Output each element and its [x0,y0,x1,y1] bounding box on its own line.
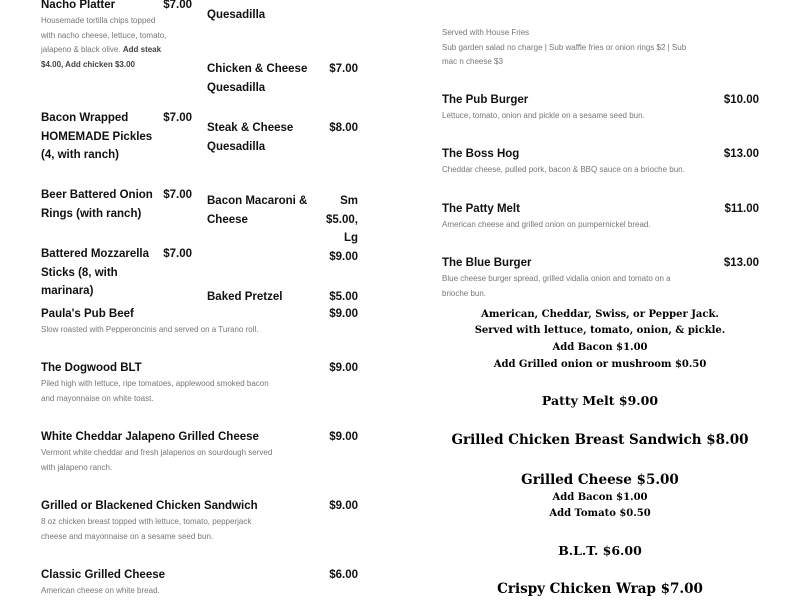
item-description-text: Housemade tortilla chips topped with nacho cheese, lettuce, tomato, jalapeno & black olive. [41,16,167,55]
item-description: Vermont white cheddar and fresh jalapenos on sourdough served with jalapeno ranch. [41,448,273,472]
item-description: Blue cheese burger spread, grilled vidalia onion and tomato on a brioche bun. [442,274,671,298]
item-name: The Patty Melt [442,203,520,215]
item-description: American cheese and grilled onion on pumpernickel bread. [442,220,651,229]
item-name: Paula's Pub Beef [41,308,134,320]
menu-image-line: Served with lettuce, tomato, onion, & pickle. [474,325,726,336]
item-addons: Add steak $4.00, Add chicken $3.00 [41,45,162,70]
menu-image-line: Add Bacon $1.00 [552,492,648,503]
item-description: Slow roasted with Pepperoncinis and served on a Turano roll. [41,325,259,334]
item-name: The Pub Burger [442,94,529,106]
menu-image-line: American, Cheddar, Swiss, or Pepper Jack. [481,309,719,320]
item-description: Cheddar cheese, pulled pork, bacon & BBQ sauce on a brioche bun. [442,165,685,174]
item-price: $9.00 [329,362,358,374]
item-price: $5.00 [329,291,358,303]
item-price: $9.00 [329,308,358,320]
burger-intro-note: Served with House Fries Sub garden salad no charge | Sub waffle fries or onion rings $2 | Sub mac n cheese $3 [442,28,687,67]
item-name: The Boss Hog [442,148,520,160]
item-description: Lettuce, tomato, onion and pickle on a sesame seed bun. [442,111,645,120]
item-price: $6.00 [329,569,358,581]
menu-image-line: Grilled Chicken Breast Sandwich $8.00 [451,432,749,448]
item-description: Piled high with lettuce, ripe tomatoes, applewood smoked bacon and mayonnaise on white toast. [41,379,269,403]
menu-image-line: B.L.T. $6.00 [558,543,642,558]
menu-image-line: Add Grilled onion or mushroom $0.50 [493,359,707,370]
item-name: Nacho Platter [41,0,116,11]
item-description: American cheese on white bread. [41,586,160,595]
item-name: Steak & Cheese Quesadilla [207,122,294,153]
item-price: $11.00 [724,203,759,215]
item-description: 8 oz chicken breast topped with lettuce, tomato, pepperjack cheese and mayonnaise on a sesame seed bun. [41,517,252,541]
menu-image-line: Add Tomato $0.50 [549,508,651,519]
item-name: Chicken & Cheese Quesadilla [207,63,308,94]
item-price: $10.00 [723,94,759,106]
item-name: Baked Pretzel [207,291,283,303]
item-name: Battered Mozzarella Sticks (8, with marinara) [41,248,150,297]
menu-image-line: Add Bacon $1.00 [552,342,648,353]
menu-image-line: Crispy Chicken Wrap $7.00 [497,581,703,597]
item-name: Bacon Wrapped HOMEMADE Pickles (4, with ranch) [41,112,153,161]
item-price: $8.00 [329,122,358,134]
item-name: White Cheddar Jalapeno Grilled Cheese [41,431,259,443]
menu-image-line: Patty Melt $9.00 [541,393,659,408]
item-price: $9.00 [329,431,358,443]
item-price: $7.00 [163,112,192,124]
item-price: $7.00 [163,0,192,11]
item-name: Classic Grilled Cheese [41,569,166,581]
item-name: Quesadilla [207,9,266,21]
item-price: $7.00 [163,189,192,201]
menu-image-line: Grilled Cheese $5.00 [521,472,679,488]
item-price: Sm $5.00, Lg $9.00 [326,195,358,263]
item-description [41,14,171,73]
item-name: Grilled or Blackened Chicken Sandwich [41,500,258,512]
item-name: Bacon Macaroni & Cheese [207,195,308,226]
item-name: Beer Battered Onion Rings (with ranch) [41,189,153,220]
item-name: The Dogwood BLT [41,362,142,374]
item-price: $9.00 [329,500,358,512]
item-price: $13.00 [723,257,759,269]
menu-image [440,300,760,600]
item-name: The Blue Burger [442,257,532,269]
item-price: $7.00 [329,63,358,75]
item-price: $13.00 [723,148,759,160]
item-price: $7.00 [163,248,192,260]
